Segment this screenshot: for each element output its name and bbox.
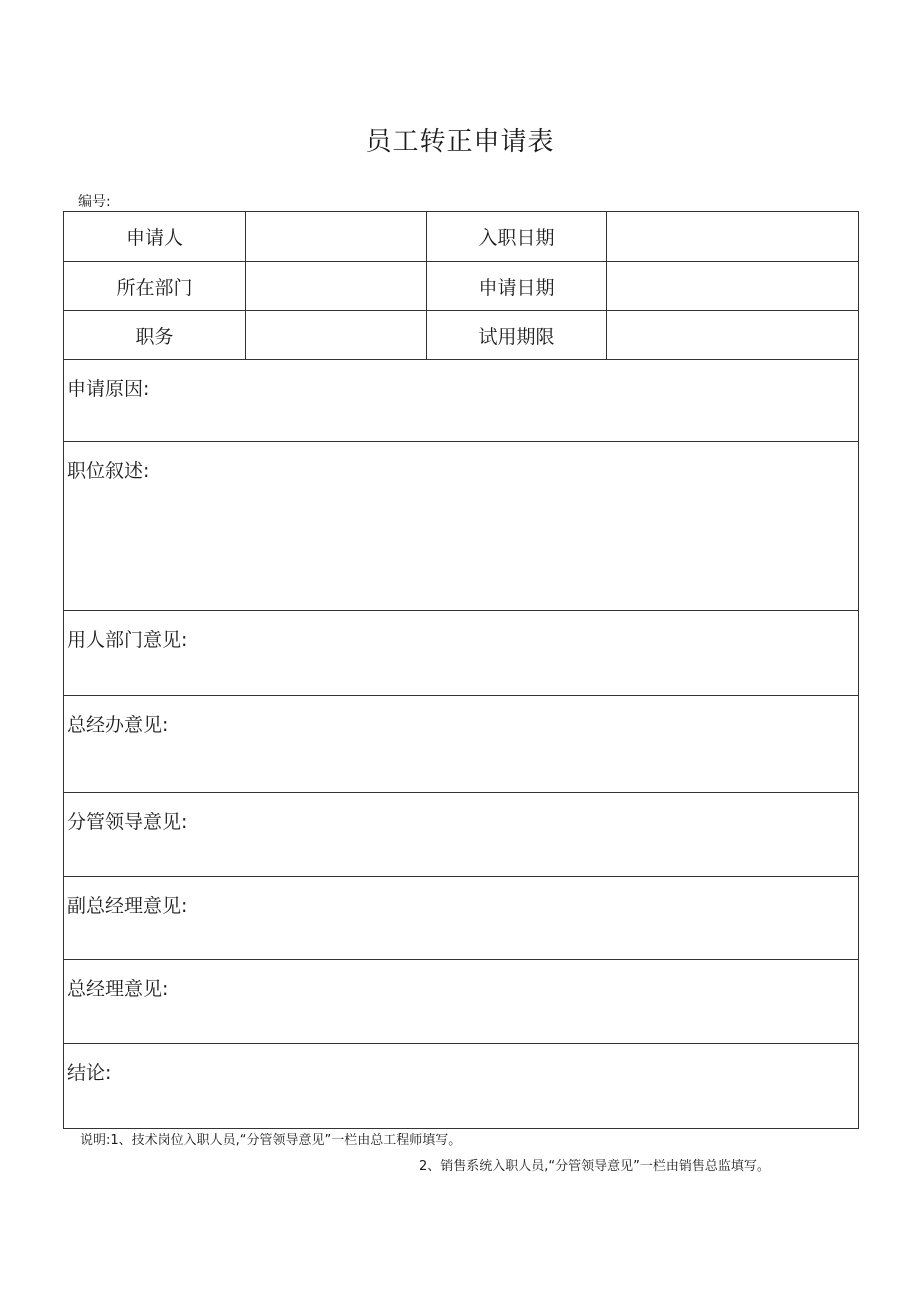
serial-number-label: 编号: xyxy=(78,194,111,210)
section-row xyxy=(64,1044,859,1129)
info-row-position xyxy=(64,311,859,360)
hire-date-field[interactable] xyxy=(607,212,859,262)
position-label: 职务 xyxy=(64,311,246,360)
info-row-department xyxy=(64,262,859,311)
application-date-label: 申请日期 xyxy=(427,262,607,311)
application-date-field[interactable] xyxy=(607,262,859,311)
application-reason-section[interactable]: 申请原因: xyxy=(64,360,859,442)
applicant-field[interactable] xyxy=(246,212,427,262)
application-form-table xyxy=(63,211,859,1129)
job-description-section[interactable]: 职位叙述: xyxy=(64,442,859,611)
note-line-2: 2、销售系统入职人员,“分管领导意见”一栏由销售总监填写。 xyxy=(419,1159,770,1174)
section-row xyxy=(64,442,859,611)
gm-opinion-section[interactable]: 总经理意见: xyxy=(64,960,859,1044)
position-field[interactable] xyxy=(246,311,427,360)
section-row xyxy=(64,696,859,793)
department-label: 所在部门 xyxy=(64,262,246,311)
hire-date-label: 入职日期 xyxy=(427,212,607,262)
probation-period-field[interactable] xyxy=(607,311,859,360)
hiring-department-opinion-section[interactable]: 用人部门意见: xyxy=(64,611,859,696)
section-row xyxy=(64,360,859,442)
conclusion-section[interactable]: 结论: xyxy=(64,1044,859,1129)
note-line-1: 说明:1、技术岗位入职人员,“分管领导意见”一栏由总工程师填写。 xyxy=(80,1133,462,1148)
section-row xyxy=(64,960,859,1044)
section-row xyxy=(64,877,859,960)
supervising-leader-opinion-section[interactable]: 分管领导意见: xyxy=(64,793,859,877)
department-field[interactable] xyxy=(246,262,427,311)
section-row xyxy=(64,793,859,877)
applicant-label: 申请人 xyxy=(64,212,246,262)
probation-period-label: 试用期限 xyxy=(427,311,607,360)
section-row xyxy=(64,611,859,696)
deputy-gm-opinion-section[interactable]: 副总经理意见: xyxy=(64,877,859,960)
form-title: 员工转正申请表 xyxy=(365,127,555,157)
general-office-opinion-section[interactable]: 总经办意见: xyxy=(64,696,859,793)
info-row-applicant xyxy=(64,212,859,262)
